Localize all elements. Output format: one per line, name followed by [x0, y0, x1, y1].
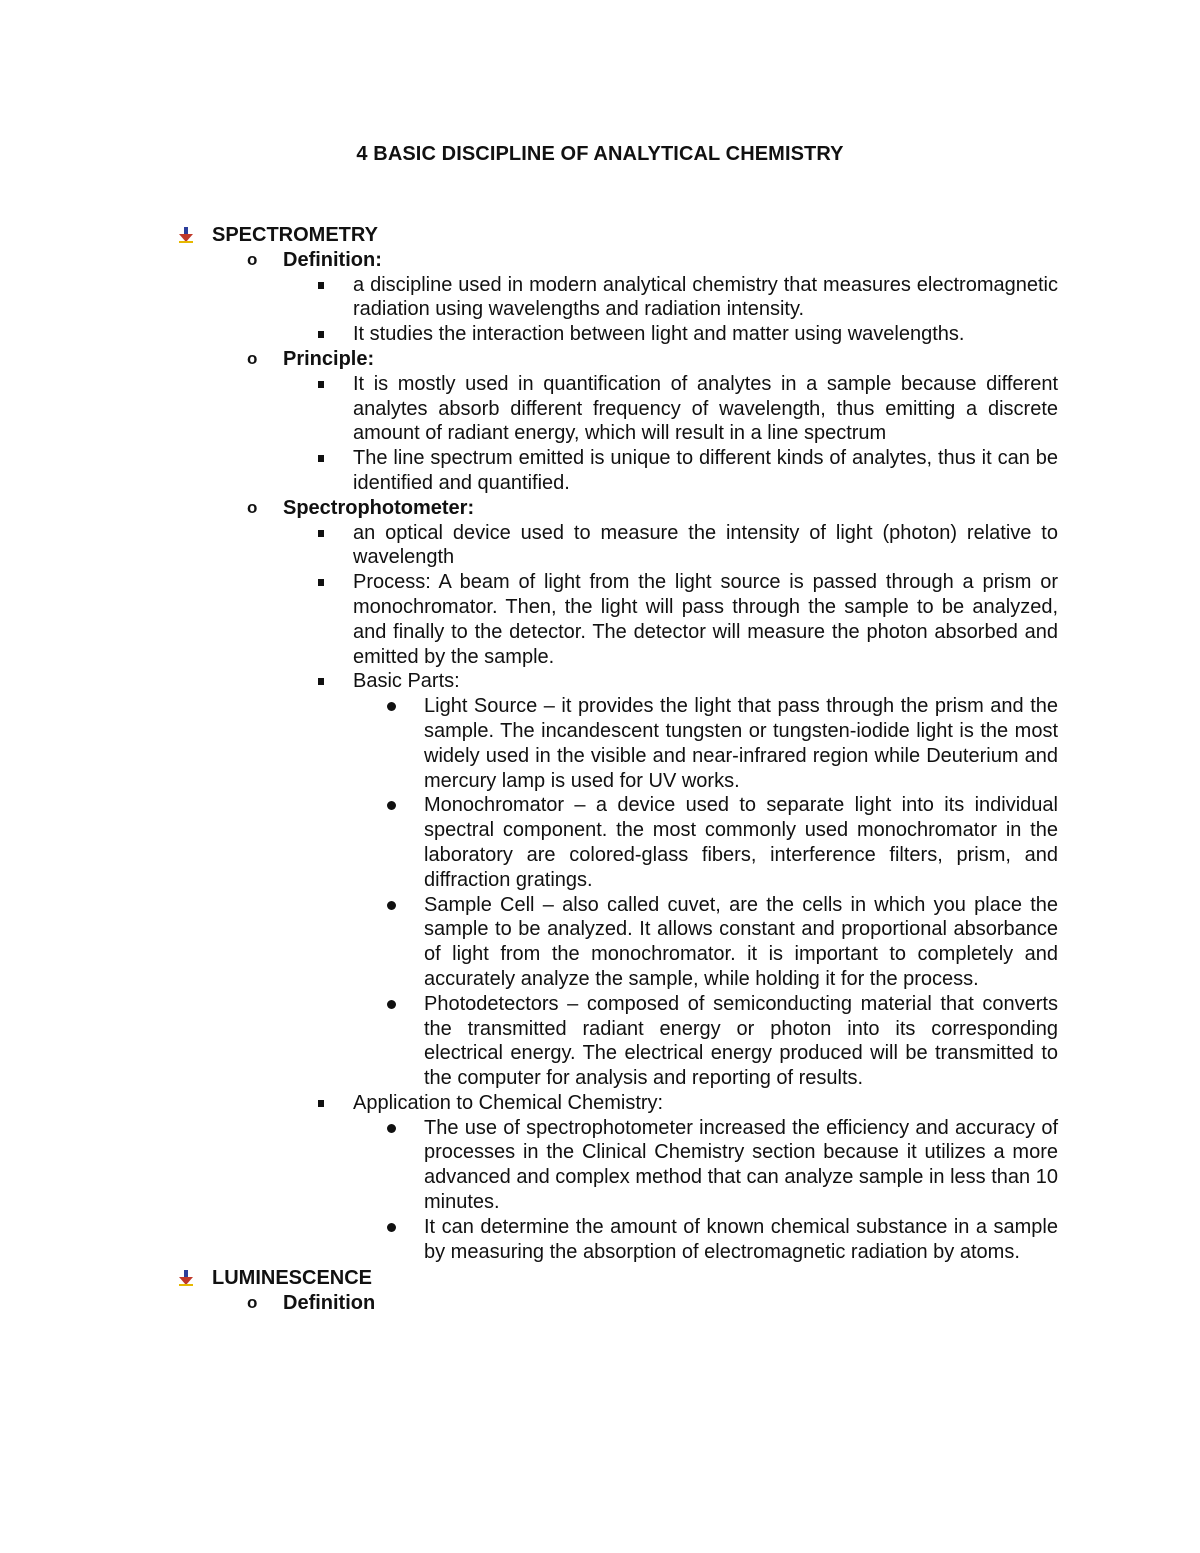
section-spectrometry — [0, 223, 1200, 1264]
square-bullet-icon — [318, 455, 324, 462]
round-bullet-icon — [387, 1124, 396, 1133]
list-item: an optical device used to measure the intensity of light (photon) relative to wavelength — [0, 521, 1058, 571]
circle-o-icon: o — [247, 1293, 258, 1313]
list-item: The use of spectrophotometer increased the efficiency and accuracy of processes in the Clinical Chemistry section because it utilizes a more advanced and complex method that can analyze sample in less than 10 minutes. — [0, 1116, 1058, 1215]
section-title: LUMINESCENCE — [212, 1267, 373, 1290]
list-item: Monochromator – a device used to separate light into its individual spectral component. the most commonly used monochromator in the laboratory are colored-glass fibers, interference filters, prism, and diffraction gratings. — [0, 793, 1058, 892]
square-bullet-icon — [318, 678, 324, 685]
list-item-application: Application to Chemical Chemistry: The use of spectrophotometer increased the efficiency and accuracy of processes in the Clinical Chemistry section because it utilizes a more advanced and complex method that can analyze sample in less than 10 minutes. It can determine the amount of known chemical substance in a sample by measuring the absorption of electromagnetic radiation by atoms. — [0, 1091, 1058, 1265]
list-item: It can determine the amount of known chemical substance in a sample by measuring the absorption of electromagnetic radiation by atoms. — [0, 1215, 1058, 1265]
round-bullet-icon — [387, 1000, 396, 1009]
list-item: It studies the interaction between light and matter using wavelengths. — [0, 322, 1058, 347]
subsection-heading: Principle: — [283, 347, 375, 370]
section-luminescence — [0, 1266, 1200, 1316]
round-bullet-icon — [387, 901, 396, 910]
section-title: SPECTROMETRY — [212, 224, 378, 246]
subsection-heading: Definition: — [283, 248, 382, 271]
square-bullet-icon — [318, 381, 324, 388]
list-item: Light Source – it provides the light that pass through the prism and the sample. The incandescent tungsten or tungsten-iodide light is the most widely used in the visible and near-infrared region while Deuterium and mercury lamp is used for UV works. — [0, 694, 1058, 793]
square-bullet-icon — [318, 579, 324, 586]
subsection-spectrophotometer — [0, 496, 1200, 1265]
arrow-down-icon — [178, 226, 194, 244]
circle-o-icon: o — [247, 497, 258, 517]
subsection-principle — [0, 347, 1200, 496]
circle-o-icon: o — [247, 249, 258, 269]
list-item: Photodetectors – composed of semiconducting material that converts the transmitted radiant energy or photon into its corresponding electrical energy. The electrical energy produced will be transmitted to the computer for analysis and reporting of results. — [0, 992, 1058, 1091]
round-bullet-icon — [387, 702, 396, 711]
arrow-down-icon — [178, 1269, 194, 1287]
round-bullet-icon — [387, 801, 396, 810]
square-bullet-icon — [318, 530, 324, 537]
circle-o-icon: o — [247, 348, 258, 368]
square-bullet-icon — [318, 331, 324, 338]
list-item: Sample Cell – also called cuvet, are the cells in which you place the sample to be analyzed. It allows constant and proportional absorbance of light from the monochromator. it is important to completely and accurately analyze the sample, while holding it for the process. — [0, 893, 1058, 992]
subsection-definition — [0, 248, 1200, 347]
square-bullet-icon — [318, 282, 324, 289]
round-bullet-icon — [387, 1223, 396, 1232]
list-item: The line spectrum emitted is unique to different kinds of analytes, thus it can be identified and quantified. — [0, 446, 1058, 496]
subsection-heading: Definition — [283, 1292, 376, 1315]
list-item: It is mostly used in quantification of analytes in a sample because different analytes absorb different frequency of wavelength, thus emitting a discrete amount of radiant energy, which will result in a line spectrum — [0, 372, 1058, 446]
list-item-basic-parts: Basic Parts: Light Source – it provides the light that pass through the prism and the sample. The incandescent tungsten or tungsten-iodide light is the most widely used in the visible and near-infrared region while Deuterium and mercury lamp is used for UV works. Monochromator – a device used to separate light into its individual spectral component. the most commonly used monochromator in the laboratory are colored-glass fibers, interference filters, prism, and diffraction gratings. Sample Cell – also called cuvet, are the cells in which you place the sample to be analyzed. It allows constant and proportional absorbance of light from the monochromator. it is important to completely and accurately analyze the sample, while holding it for the process. Photodetectors – composed of semiconducting material that converts the transmitted radiant energy or photon into its corresponding electrical energy. The electrical energy produced will be transmitted to the computer for analysis and reporting of results. — [0, 669, 1058, 1091]
page-title: 4 BASIC DISCIPLINE OF ANALYTICAL CHEMISTRY — [356, 143, 844, 165]
subsection-definition — [0, 1291, 1200, 1316]
square-bullet-icon — [318, 1100, 324, 1107]
list-item: Process: A beam of light from the light source is passed through a prism or monochromator. Then, the light will pass through the sample to be analyzed, and finally to the detector. The detector will measure the photon absorbed and emitted by the sample. — [0, 570, 1058, 669]
list-item: a discipline used in modern analytical chemistry that measures electromagnetic radiation using wavelengths and radiation intensity. — [0, 273, 1058, 323]
document-body — [0, 223, 1200, 1316]
subsection-heading: Spectrophotometer: — [283, 496, 475, 519]
